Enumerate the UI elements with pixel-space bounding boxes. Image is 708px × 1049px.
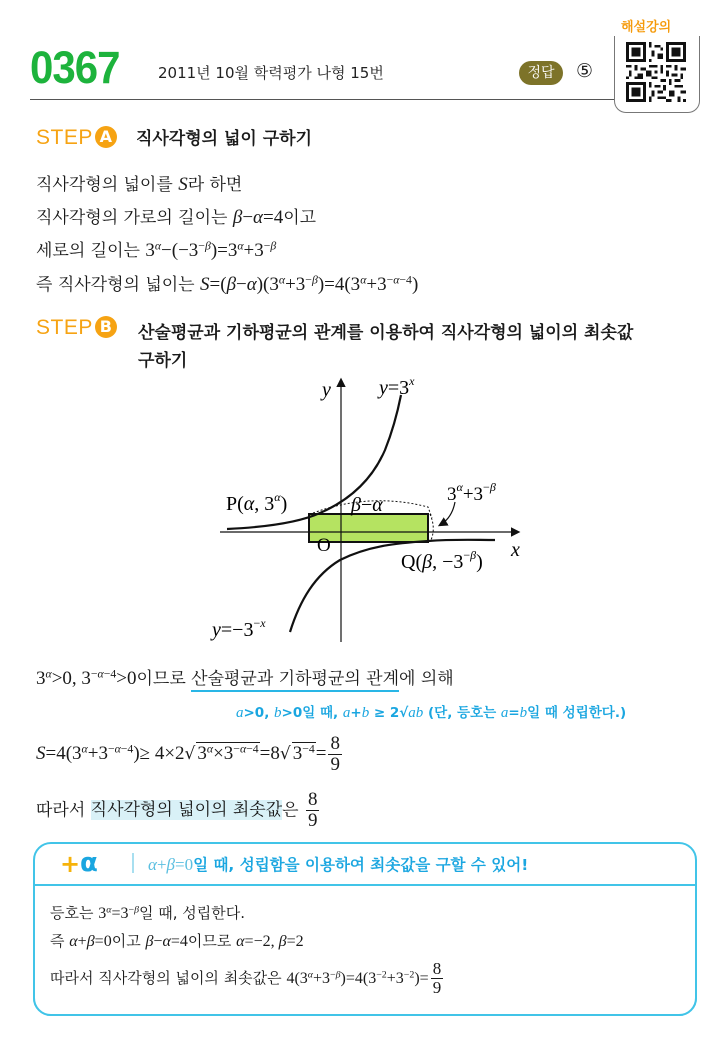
answer-badge: 정답 xyxy=(519,61,563,85)
amgm-term-underlined: 산술평균과 기하평균의 관계 xyxy=(191,669,399,692)
step-a-line-4: 즉 직사각형의 넓이는 $S=(\beta-\alpha)(3^\alpha+3^{-\beta})=4(3^\alpha+3^{-\alpha-4})$ xyxy=(36,273,419,295)
step-a-label: STEP xyxy=(36,126,93,149)
curve-bottom-label: $y=-3^{-x}$ xyxy=(212,616,266,641)
qr-code-icon[interactable] xyxy=(626,42,686,102)
width-label: β−α xyxy=(351,494,383,516)
tip-result: $\frac{8}{9}$ xyxy=(432,959,442,997)
conclusion-line: 따라서 직사각형의 넓이의 최솟값은 $\frac{8}{9}$ xyxy=(36,789,318,831)
math-width: β−α=4 xyxy=(232,207,284,228)
origin-label: O xyxy=(317,535,331,556)
alpha-icon: α xyxy=(80,848,98,878)
tip-title: α+β=0일 때, 성립함을 이용하여 최솟값을 구할 수 있어! xyxy=(148,855,529,874)
curve-top-label: $y=3^x$ xyxy=(379,374,415,399)
tip-separator xyxy=(132,853,134,873)
math-S: S xyxy=(178,174,188,195)
step-a-line-1: 직사각형의 넓이를 S라 하면 xyxy=(36,174,243,195)
step-b-label: STEP xyxy=(36,316,93,339)
height-label: $3^\alpha+3^{-\beta}$ xyxy=(447,480,496,505)
x-axis-label: x xyxy=(511,539,520,561)
point-Q-label: Q(β, $-3^{-\beta}$) xyxy=(401,548,483,573)
tip-line-3: 따라서 직사각형의 넓이의 최솟값은 $4(3^\alpha+3^{-\beta})=4(3^{-2}+3^{-2})=$ $\frac{8}{9}$ xyxy=(50,959,442,997)
height-pointer-arrow xyxy=(440,502,455,525)
step-a-title: 직사각형의 넓이 구하기 xyxy=(135,129,313,149)
problem-source: 2011년 10월 학력평가 나형 15번 xyxy=(158,64,384,82)
step-a-heading xyxy=(36,124,312,150)
math-height: $3^\alpha-(-3^{-\beta})=3^\alpha+3^{-\beta}$ xyxy=(145,239,277,261)
amgm-line: $3^\alpha>0$, $3^{-\alpha-4}>0$이므로 산술평균과 기하평균의 관계에 의해 xyxy=(36,664,454,690)
amgm-hint: a>0, b>0일 때, a+b ≥ 2√ab (단, 등호는 a=b일 때 성립한다.) xyxy=(236,705,627,721)
step-b-title-1: 산술평균과 기하평균의 관계를 이용하여 직사각형의 넓이의 최솟값 xyxy=(138,323,634,343)
step-b-heading xyxy=(36,316,117,340)
step-a-line-2: 직사각형의 가로의 길이는 β−α=4이고 xyxy=(36,207,317,228)
tip-line-1: 등호는 $3^\alpha=3^{-\beta}$일 때, 성립한다. xyxy=(50,904,246,922)
step-b-badge: B xyxy=(95,316,117,338)
qr-label: 해설강의 xyxy=(621,20,672,35)
y-axis-label: y xyxy=(322,379,331,401)
answer-value: ⑤ xyxy=(576,60,594,82)
exponential-diagram xyxy=(200,370,530,650)
step-a-badge: A xyxy=(95,126,117,148)
step-b-title-2: 구하기 xyxy=(138,351,188,371)
header-divider xyxy=(30,99,615,100)
conclusion-value: $\frac{8}{9}$ xyxy=(307,789,318,831)
inequality-result: $\frac{8}{9}$ xyxy=(330,733,340,775)
math-area: $S=(\beta-\alpha)(3^\alpha+3^{-\beta})=4(3^\alpha+3^{-\alpha-4})$ xyxy=(200,273,419,295)
conclusion-highlight: 직사각형의 넓이의 최솟값 xyxy=(90,800,283,821)
inequality-line: $S=4(3^\alpha+3^{-\alpha-4})\ge 4\times 2√$ $3^\alpha\times 3^{-\alpha-4}=8√$ $3^{-4}=$ $\frac{8}{9}$ xyxy=(36,733,340,775)
math-positivity: $3^\alpha>0$, $3^{-\alpha-4}>0$ xyxy=(36,667,137,689)
step-a-line-3: 세로의 길이는 $3^\alpha-(-3^{-\beta})=3^\alpha+3^{-\beta}$ xyxy=(36,239,277,261)
problem-number: 0367 xyxy=(30,42,120,93)
tip-line-2: 즉 α+β=0이고 β−α=4이므로 α=−2, β=2 xyxy=(50,932,304,950)
height-dimension xyxy=(430,514,433,540)
point-P-label: P(α, $3^\alpha$) xyxy=(226,490,288,515)
plus-icon: + xyxy=(60,850,81,878)
